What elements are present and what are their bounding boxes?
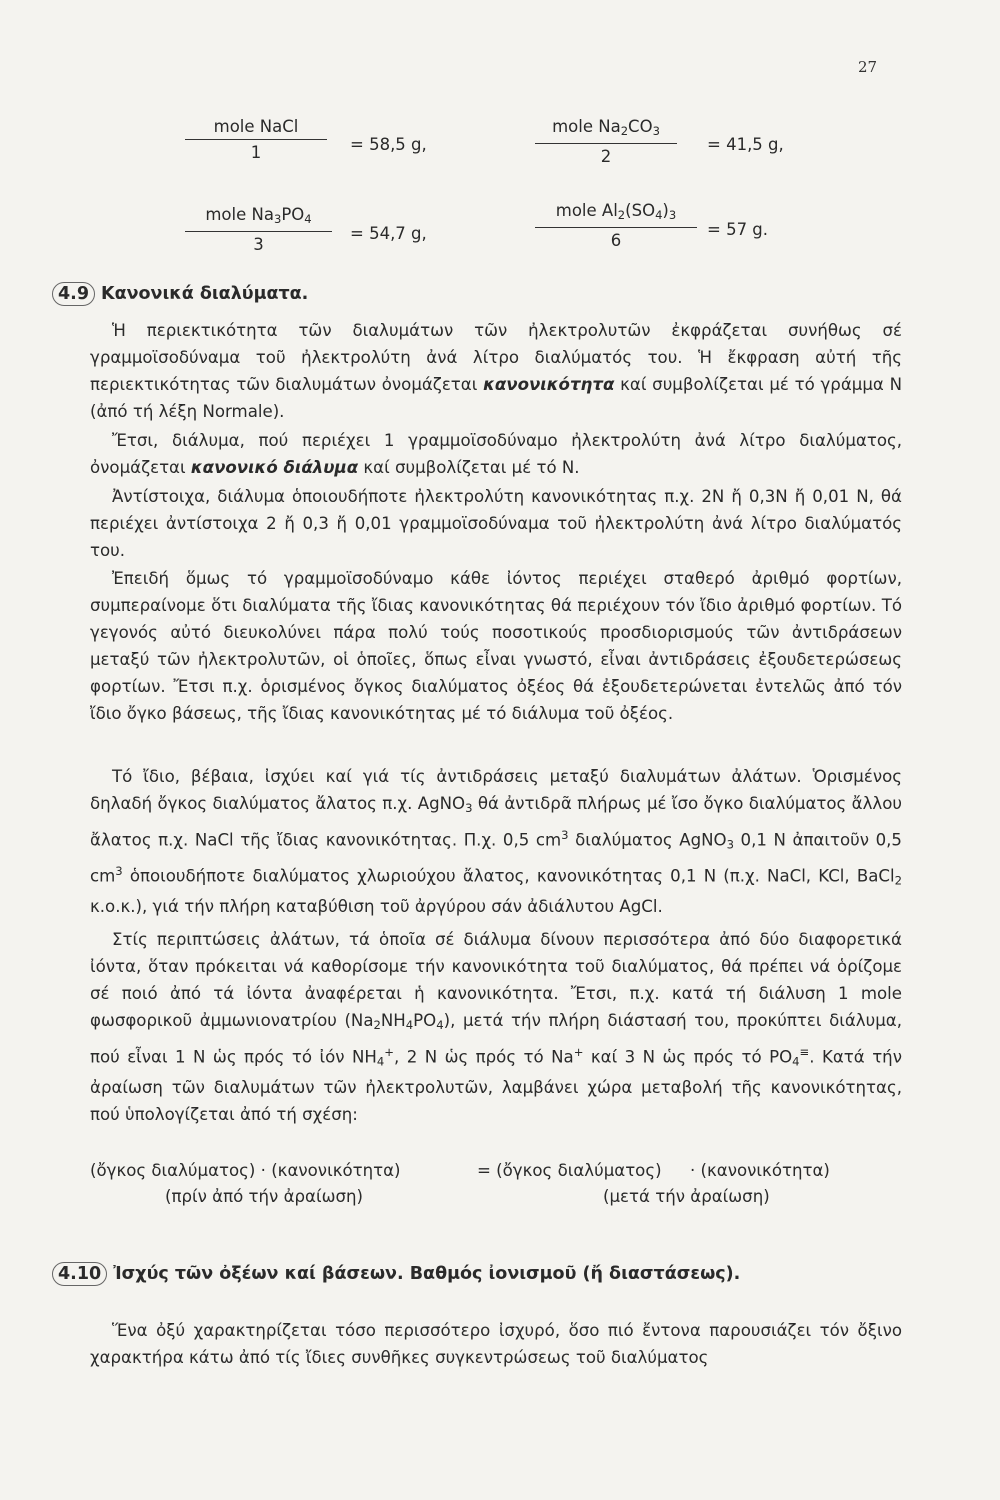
relation-note-after: (μετά τήν ἀραίωση) <box>603 1187 770 1206</box>
formula-result: = 58,5 g, <box>350 135 427 154</box>
formula-denominator: 3 <box>253 234 264 254</box>
section-number: 4.10 <box>52 1262 107 1286</box>
formula-denominator: 1 <box>250 143 262 162</box>
section-heading-4-9 <box>52 282 308 306</box>
formula-numerator: mole $Al_2(SO_4)_3$ <box>535 199 697 228</box>
paragraph: Στίς περιπτώσεις ἀλάτων, τά ὁποῖα σέ διάλυμα δίνουν περισσότερα ἀπό δύο διαφορετικά ἰόντα, ὅταν πρόκειται νά καθορίσομε τήν κανονικότητα τοῦ διαλύματος, θά πρέπει νά ὁρίζομε σέ ποιό ἀπό τά ἰόντα ἀναφέρεται ἡ κανονικότητα. Ἔτσι, π.χ. κατά τή διάλυση 1 mole φωσφορικοῦ ἀμμωνιονατρίου $(Na_2NH_4PO_4)$, μετά τήν πλήρη διάστασή του, προκύπτει διάλυμα, πού εἶναι 1 N ὡς πρός τό ἰόν $NH_4^+$, 2 N ὡς πρός τό Na+ καί 3 N ὡς πρός τό $PO_4^\equiv$. Κατά τήν ἀραίωση τῶν διαλυμάτων τῶν ἠλεκτρολυτῶν, λαμβάνει χώρα μεταβολή τῆς κανονικότητας, πού ὑπολογίζεται ἀπό τή σχέση: <box>90 930 902 1124</box>
formula-result: = 54,7 g, <box>350 224 427 243</box>
section-title: Κανονικά διαλύματα. <box>101 284 309 304</box>
paragraph: Ἐπειδή ὅμως τό γραμμοϊσοδύναμο κάθε ἰόντος περιέχει σταθερό ἀριθμό φορτίων, συμπεραίνομε ὅτι διαλύματα τῆς ἴδιας κανονικότητας θά περιέχουν τόν ἴδιο ἀριθμό φορτίων. Τό γεγονός αὐτό διευκολύνει πάρα πολύ τούς ποσοτικούς προσδιορισμούς τῶν ἀντιδράσεων μεταξύ τῶν ἠλεκτρολυτῶν, οἱ ὁποῖες, ὅπως εἶναι γνωστό, εἶναι ἀντιδράσεις ἐξουδετερώσεως φορτίων. Ἔτσι π.χ. ὁρισμένος ὄγκος διαλύματος ὀξέος θά ἐξουδετερώνεται ἐντελῶς ἀπό τόν ἴδιο ὄγκο βάσεως, τῆς ἴδιας κανονικότητας μέ τό διάλυμα τοῦ ὀξέος. <box>90 569 902 723</box>
page-number: 27 <box>858 58 878 76</box>
formula-denominator: 2 <box>600 146 612 166</box>
formula-numerator: mole $Na_2CO_3$ <box>535 115 677 144</box>
section-title: Ἰσχύς τῶν ὀξέων καί βάσεων. Βαθμός ἰονισμοῦ (ἤ διαστάσεως). <box>113 1264 741 1284</box>
paragraph: Ἡ περιεκτικότητα τῶν διαλυμάτων τῶν ἠλεκτρολυτῶν ἐκφράζεται συνήθως σέ γραμμοϊσοδύναμα τοῦ ἠλεκτρολύτη ἀνά λίτρο διαλύματός του. Ἡ ἔκφραση αὐτή τῆς περιεκτικότητας τῶν διαλυμάτων ὀνομάζεται κανονικότητα καί συμβολίζεται μέ τό γράμμα N (ἀπό τή λέξη Normale). <box>90 321 902 421</box>
relation-right: · (κανονικότητα) <box>690 1161 830 1180</box>
section-number: 4.9 <box>52 282 95 306</box>
formula-result: = 57 g. <box>707 220 769 239</box>
formula-denominator: 6 <box>610 230 622 250</box>
relation-middle: = (ὄγκος διαλύματος) <box>477 1161 662 1180</box>
dilution-relation <box>90 1158 902 1210</box>
formula-numerator: mole $Na_3PO_4$ <box>185 203 332 232</box>
section-heading-4-10 <box>52 1262 740 1286</box>
relation-left: (ὄγκος διαλύματος) · (κανονικότητα) <box>90 1161 401 1180</box>
relation-note-before: (πρίν ἀπό τήν ἀραίωση) <box>165 1187 363 1206</box>
formula-na3po4 <box>185 203 332 258</box>
formula-result: = 41,5 g, <box>707 135 784 154</box>
equivalent-mass-formulas <box>185 115 835 265</box>
formula-numerator: mole NaCl <box>213 117 299 136</box>
paragraph: Ἀντίστοιχα, διάλυμα ὁποιουδήποτε ἠλεκτρολύτη κανονικότητας π.χ. 2N ἤ 0,3N ἤ 0,01 N, θά περιέχει ἀντίστοιχα 2 ἤ 0,3 ἤ 0,01 γραμμοϊσοδύναμα τοῦ ἠλεκτρολύτη ἀνά λίτρο διαλύματός του. <box>90 487 902 560</box>
formula-na2co3 <box>535 115 677 170</box>
keyword-normality: κανονικότητα <box>483 374 615 394</box>
keyword-normal-solution: κανονικό διάλυμα <box>190 457 359 477</box>
paragraph: Ἔτσι, διάλυμα, πού περιέχει 1 γραμμοϊσοδύναμο ἠλεκτρολύτη ἀνά λίτρο διαλύματος, ὀνομάζεται κανονικό διάλυμα καί συμβολίζεται μέ τό N. <box>90 431 902 477</box>
formula-al2so43 <box>535 199 697 254</box>
paragraph: Ἕνα ὀξύ χαρακτηρίζεται τόσο περισσότερο ἰσχυρό, ὅσο πιό ἔντονα παρουσιάζει τόν ὄξινο χαρακτήρα κάτω ἀπό τίς ἴδιες συνθῆκες συγκεντρώσεως τοῦ διαλύματος <box>90 1321 902 1367</box>
formula-nacl <box>185 115 327 166</box>
paragraph: Τό ἴδιο, βέβαια, ἰσχύει καί γιά τίς ἀντιδράσεις μεταξύ διαλυμάτων ἀλάτων. Ὁρισμένος δηλαδή ὄγκος διαλύματος ἄλατος π.χ. AgNO$_3$ θά ἀντιδρᾶ πλήρως μέ ἴσο ὄγκο διαλύματος ἄλλου ἄλατος π.χ. NaCl τῆς ἴδιας κανονικότητας. Π.χ. 0,5 $cm^3$ διαλύματος AgNO$_3$ 0,1 N ἀπαιτοῦν 0,5 $cm^3$ ὁποιουδήποτε διαλύματος χλωριούχου ἄλατος, κανονικότητας 0,1 N (π.χ. NaCl, KCl, BaCl$_2$ κ.ο.κ.), γιά τήν πλήρη καταβύθιση τοῦ ἀργύρου σάν ἀδιάλυτου AgCl. <box>90 767 902 917</box>
